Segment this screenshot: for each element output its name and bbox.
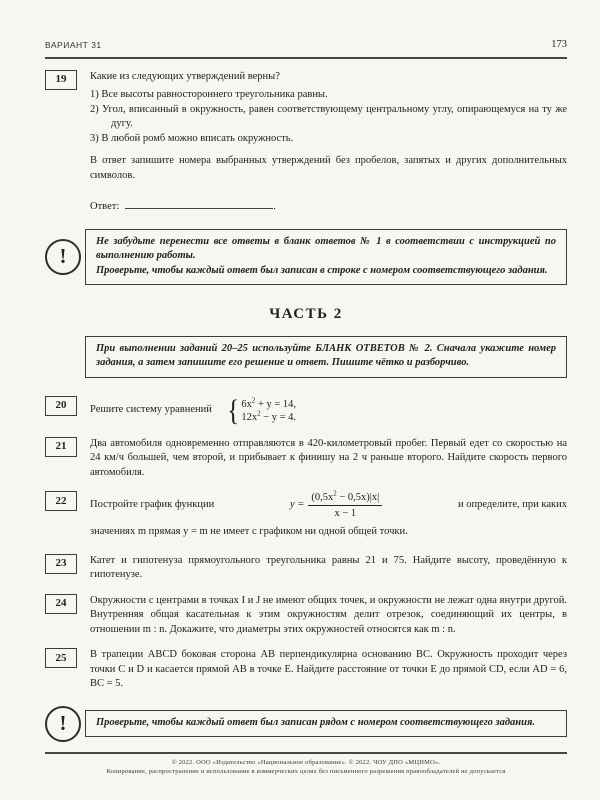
problem-19-body <box>90 70 567 215</box>
notice-icon-column <box>45 706 85 742</box>
problem-24-number-box: 24 <box>45 594 77 614</box>
notice-top-para2: Проверьте, чтобы каждый ответ был записан в строке с номером соответствующего задания. <box>96 264 548 276</box>
problem-21-text: Два автомобиля одновременно отправляются в 420-километровый пробег. Первый едет со скоростью на 24 км/ч большей, чем второй, и прибывает к финишу на 2 ч раньше второго. Найдите скорость первого автомобиля. <box>90 437 567 478</box>
problem-19 <box>45 70 567 215</box>
problem-19-question: Какие из следующих утверждений верны? <box>90 70 280 82</box>
part2-heading: ЧАСТЬ 2 <box>269 306 343 322</box>
problem-20-number-box: 20 <box>45 396 77 416</box>
statement-1: 1) Все высоты равностороннего треугольника равны. <box>90 89 328 100</box>
problem-22-number-box: 22 <box>45 491 77 511</box>
problem-22-text-before: Постройте график функции <box>90 499 215 511</box>
answer-period: . <box>273 201 276 212</box>
answer-row <box>90 198 567 215</box>
notice-transfer-answers <box>45 229 567 286</box>
problem-24 <box>45 594 567 638</box>
problem-19-number-box: 19 <box>45 70 77 90</box>
problem-23-number-box: 23 <box>45 554 77 574</box>
equation-2: $12x^2 - y = 4$. <box>241 409 297 423</box>
problem-22-text-line2: значениях m прямая y = m не имеет с графиком ни одной общей точки. <box>90 526 408 537</box>
statement-2: 2) Угол, вписанный в окружность, равен соответствующему центральному углу, опирающемуся на ту же дугу. <box>90 103 567 129</box>
formula-lhs: y = <box>290 499 305 511</box>
problem-25 <box>45 648 567 692</box>
notice-box-top <box>85 229 567 286</box>
problem-20-text-row <box>90 393 567 427</box>
footer-rule <box>45 752 567 754</box>
exclamation-icon <box>45 239 81 275</box>
problem-25-text: В трапеции ABCD боковая сторона AB перпендикулярна основанию BC. Окружность проходит через точки C и D и касается прямой AB в точке E. Найдите расстояние от точки E до прямой CD, если AD = 6, BC = 5. <box>90 649 567 689</box>
statements-list <box>90 88 567 146</box>
problem-24-text: Окружности с центрами в точках I и J не имеют общих точек, и окружности не лежат одна внутри другой. Внутренняя общая касательная к этим окружностям делит отрезок, соединяющий их центры, в отношении m : n. Докажите, что диаметры этих окружностей относятся как m : n. <box>90 594 567 635</box>
page-number: 173 <box>551 39 567 50</box>
variant-label: ВАРИАНТ 31 <box>45 40 102 50</box>
problem-20-body <box>90 393 567 427</box>
footer-block <box>45 742 567 776</box>
equation-system <box>226 393 297 427</box>
problem-24-body <box>90 594 567 638</box>
page-header <box>45 38 567 59</box>
exclamation-glyph: ! <box>59 244 67 269</box>
problem-22-formula-row <box>90 491 567 520</box>
system-equations <box>241 398 296 424</box>
exclamation-icon <box>45 706 81 742</box>
problem-19-instruction: В ответ запишите номера выбранных утверждений без пробелов, запятых и других дополнительных символов. <box>90 155 567 181</box>
notice-part2-instructions <box>45 336 567 378</box>
function-formula <box>290 491 382 520</box>
problem-22-body <box>90 491 567 540</box>
problem-21 <box>45 437 567 481</box>
copyright-line2: Копирование, распространение и использование в коммерческих целях без письменного разрешения правообладателей не допускается <box>106 767 506 775</box>
exclamation-glyph: ! <box>59 711 67 735</box>
answer-label: Ответ: <box>90 201 120 212</box>
problem-21-number-box: 21 <box>45 437 77 457</box>
equation-1: $6x^2 + y = 14$, <box>241 396 297 410</box>
system-brace: { <box>226 393 240 427</box>
notice-box-part2 <box>85 336 567 378</box>
fraction <box>308 491 382 520</box>
fraction-numerator: $(0,5x^2 - 0,5x)|x|$ <box>308 491 382 506</box>
problem-23-text: Катет и гипотенуза прямоугольного треугольника равны 21 и 75. Найдите высоту, проведённую к гипотенузе. <box>90 554 567 580</box>
notice-icon-column <box>45 239 85 275</box>
problem-20-text: Решите систему уравнений <box>90 404 212 416</box>
copyright-line1: © 2022. ООО «Издательство «Национальное образование». © 2022. ЧОУ ДПО «МЦНМО». <box>171 758 441 766</box>
answer-blank <box>125 198 273 209</box>
notice-bottom-para1: Проверьте, чтобы каждый ответ был записан рядом с номером соответствующего задания. <box>96 716 536 728</box>
notice-part2-text: При выполнении заданий 20–25 используйте БЛАНК ОТВЕТОВ № 2. Сначала укажите номер задания, а затем запишите его решение и ответ. Пишите чётко и разборчиво. <box>96 342 556 368</box>
problem-23 <box>45 554 567 583</box>
problem-22 <box>45 491 567 540</box>
notice-top-para1: Не забудьте перенести все ответы в бланк ответов № 1 в соответствии с инструкцией по выполнению работы. <box>96 235 556 261</box>
notice-box-bottom <box>85 710 567 738</box>
problem-22-text-after: и определите, при каких <box>458 499 567 511</box>
problem-20 <box>45 393 567 427</box>
problem-23-body <box>90 554 567 583</box>
copyright-footer <box>45 758 567 776</box>
problem-25-body <box>90 648 567 692</box>
problem-25-number-box: 25 <box>45 648 77 668</box>
problem-21-body <box>90 437 567 481</box>
fraction-denominator: x − 1 <box>334 508 357 519</box>
notice-check-answers <box>45 706 567 742</box>
statement-3: 3) В любой ромб можно вписать окружность. <box>90 132 294 144</box>
